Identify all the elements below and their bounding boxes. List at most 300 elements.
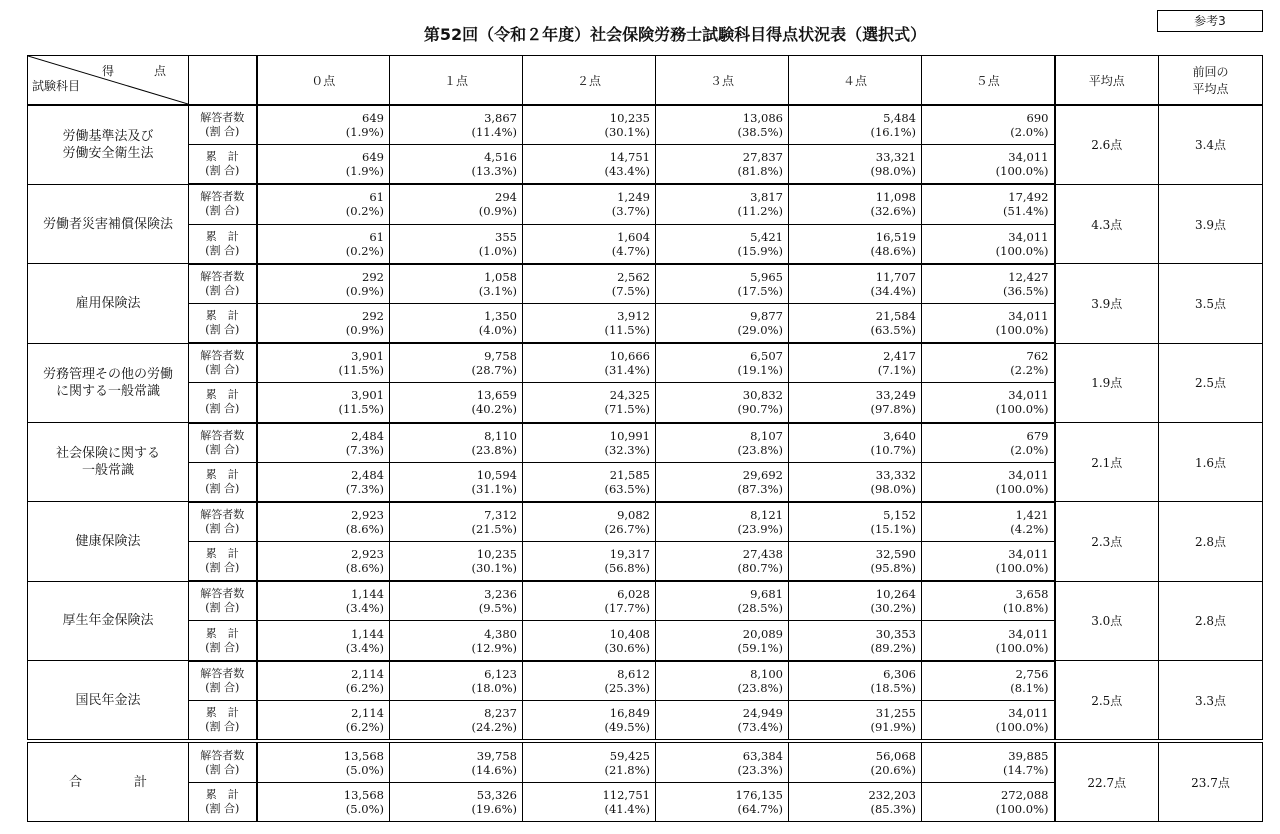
respondents-label-line1: 解答者数 <box>200 111 245 125</box>
cumulative-label-line1: 累 計 <box>205 787 239 801</box>
score-cell <box>656 782 789 821</box>
percent-value: (95.8%) <box>870 561 916 576</box>
header-average: 平均点 <box>1055 56 1159 106</box>
score-cell <box>789 105 922 145</box>
percent-value: (21.8%) <box>604 762 650 777</box>
header-score-1: １点 <box>390 56 523 106</box>
percent-value: (91.9%) <box>870 720 916 735</box>
count-value: 3,817 <box>750 190 783 205</box>
subject-group <box>28 264 1263 343</box>
respondents-row <box>28 581 1263 621</box>
score-cell <box>523 383 656 423</box>
score-cell <box>390 264 523 304</box>
percent-value: (51.4%) <box>1002 204 1049 219</box>
score-cell <box>523 343 656 383</box>
header-score-2: ２点 <box>523 56 656 106</box>
count-value: 10,264 <box>875 587 916 602</box>
count-value: 1,144 <box>351 587 384 602</box>
score-cell <box>390 581 523 621</box>
count-value: 4,516 <box>484 150 517 165</box>
score-cell <box>523 782 656 821</box>
count-value: 649 <box>362 150 384 165</box>
count-value: 8,100 <box>750 666 783 681</box>
subject-name-line: 労働者災害補償保険法 <box>42 216 173 232</box>
percent-value: (10.7%) <box>870 442 916 457</box>
percent-value: (23.3%) <box>737 762 783 777</box>
score-cell <box>523 741 656 782</box>
score-cell <box>523 264 656 304</box>
subject-name-line: 雇用保険法 <box>75 295 141 311</box>
cumulative-label-line2: (割 合) <box>205 323 240 337</box>
subject-name <box>28 423 189 502</box>
score-cell <box>656 105 789 145</box>
count-value: 1,604 <box>617 229 650 244</box>
percent-value: (2.2%) <box>1010 363 1049 378</box>
count-value: 39,885 <box>1008 748 1049 763</box>
count-value: 21,585 <box>609 467 650 482</box>
count-value: 34,011 <box>1008 150 1049 165</box>
percent-value: (43.4%) <box>604 164 650 179</box>
percent-value: (7.3%) <box>345 481 384 496</box>
count-value: 27,438 <box>742 547 783 562</box>
respondents-label-line2: (割 合) <box>205 363 240 377</box>
score-cell <box>523 462 656 502</box>
percent-value: (100.0%) <box>995 323 1049 338</box>
respondents-row <box>28 661 1263 701</box>
percent-value: (17.7%) <box>604 601 650 616</box>
count-value: 10,408 <box>609 626 650 641</box>
score-cell <box>922 423 1055 463</box>
respondents-label-line1: 解答者数 <box>200 190 245 204</box>
respondents-label-line2: (割 合) <box>205 601 240 615</box>
percent-value: (25.3%) <box>604 680 650 695</box>
percent-value: (4.7%) <box>611 243 650 258</box>
score-cell <box>390 303 523 343</box>
score-cell <box>656 303 789 343</box>
score-cell <box>257 264 390 304</box>
header-score-5: ５点 <box>922 56 1055 106</box>
count-value: 2,923 <box>351 507 384 522</box>
percent-value: (90.7%) <box>737 402 783 417</box>
percent-value: (11.5%) <box>338 402 384 417</box>
score-cell <box>922 184 1055 224</box>
header-score-0: ０点 <box>257 56 390 106</box>
count-value: 4,380 <box>484 626 517 641</box>
percent-value: (87.3%) <box>737 481 783 496</box>
score-cell <box>789 224 922 264</box>
respondents-label-cell <box>189 423 257 463</box>
respondents-label-cell <box>189 184 257 224</box>
respondents-row <box>28 502 1263 542</box>
average-score: 22.7点 <box>1055 741 1159 821</box>
respondents-label-line2: (割 合) <box>205 442 240 456</box>
percent-value: (100.0%) <box>995 402 1049 417</box>
score-cell <box>257 502 390 542</box>
count-value: 2,562 <box>617 269 650 284</box>
subject-group <box>28 105 1263 184</box>
previous-average: 3.5点 <box>1159 264 1263 343</box>
respondents-label-line1: 解答者数 <box>200 587 245 601</box>
subject-name-line: 国民年金法 <box>75 692 141 708</box>
count-value: 56,068 <box>875 748 916 763</box>
count-value: 272,088 <box>1000 787 1049 802</box>
percent-value: (21.5%) <box>471 521 517 536</box>
percent-value: (63.5%) <box>604 481 650 496</box>
subject-group <box>28 502 1263 581</box>
count-value: 1,249 <box>617 190 650 205</box>
previous-average: 23.7点 <box>1159 741 1263 821</box>
score-cell <box>523 581 656 621</box>
cumulative-label-cell <box>189 700 257 741</box>
subject-name <box>28 581 189 660</box>
score-cell <box>523 184 656 224</box>
score-cell <box>390 343 523 383</box>
percent-value: (73.4%) <box>737 720 783 735</box>
count-value: 5,421 <box>750 229 783 244</box>
reference-label: 参考3 <box>1157 10 1263 32</box>
percent-value: (36.5%) <box>1002 283 1049 298</box>
count-value: 34,011 <box>1008 706 1049 721</box>
score-cell <box>789 782 922 821</box>
count-value: 10,235 <box>609 111 650 126</box>
percent-value: (0.9%) <box>345 283 384 298</box>
score-cell <box>257 423 390 463</box>
previous-average: 2.5点 <box>1159 343 1263 422</box>
count-value: 232,203 <box>868 787 916 802</box>
score-cell <box>257 782 390 821</box>
percent-value: (81.8%) <box>737 164 783 179</box>
score-cell <box>656 145 789 185</box>
respondents-label-cell <box>189 343 257 383</box>
respondents-label-line1: 解答者数 <box>200 349 245 363</box>
score-cell <box>789 621 922 661</box>
percent-value: (0.9%) <box>345 323 384 338</box>
count-value: 59,425 <box>609 748 650 763</box>
score-cell <box>257 621 390 661</box>
subject-group <box>28 581 1263 660</box>
percent-value: (30.6%) <box>604 640 650 655</box>
score-cell <box>656 700 789 741</box>
percent-value: (14.7%) <box>1002 762 1049 777</box>
percent-value: (3.1%) <box>478 283 517 298</box>
count-value: 33,321 <box>875 150 916 165</box>
document-title: 第52回（令和２年度）社会保険労務士試験科目得点状況表（選択式） <box>423 25 927 44</box>
subject-group <box>28 343 1263 422</box>
respondents-label-cell <box>189 661 257 701</box>
count-value: 3,901 <box>351 349 384 364</box>
score-cell <box>656 343 789 383</box>
percent-value: (5.0%) <box>345 801 384 816</box>
percent-value: (48.6%) <box>870 243 916 258</box>
percent-value: (64.7%) <box>737 801 783 816</box>
count-value: 8,612 <box>617 666 650 681</box>
percent-value: (85.3%) <box>870 801 916 816</box>
count-value: 679 <box>1026 428 1049 443</box>
score-cell <box>789 343 922 383</box>
subject-name <box>28 343 189 422</box>
count-value: 13,568 <box>343 787 384 802</box>
percent-value: (0.2%) <box>345 204 384 219</box>
percent-value: (100.0%) <box>995 640 1049 655</box>
previous-average: 2.8点 <box>1159 502 1263 581</box>
percent-value: (41.4%) <box>604 801 650 816</box>
score-cell <box>390 502 523 542</box>
count-value: 649 <box>362 111 384 126</box>
respondents-row <box>28 105 1263 145</box>
score-cell <box>523 661 656 701</box>
percent-value: (98.0%) <box>870 164 916 179</box>
header-score-3: ３点 <box>656 56 789 106</box>
cumulative-label-cell <box>189 303 257 343</box>
count-value: 8,107 <box>750 428 783 443</box>
cumulative-label-line2: (割 合) <box>205 481 240 495</box>
percent-value: (34.4%) <box>870 283 916 298</box>
count-value: 355 <box>495 229 517 244</box>
count-value: 11,707 <box>875 269 916 284</box>
score-cell <box>523 700 656 741</box>
score-cell <box>789 145 922 185</box>
count-value: 13,659 <box>476 388 517 403</box>
percent-value: (1.9%) <box>345 125 384 140</box>
count-value: 2,923 <box>351 547 384 562</box>
count-value: 19,317 <box>609 547 650 562</box>
percent-value: (15.1%) <box>870 521 916 536</box>
score-cell <box>789 184 922 224</box>
previous-average: 2.8点 <box>1159 581 1263 660</box>
score-cell <box>390 224 523 264</box>
score-cell <box>922 145 1055 185</box>
respondents-label-cell <box>189 581 257 621</box>
percent-value: (98.0%) <box>870 481 916 496</box>
count-value: 16,519 <box>875 229 916 244</box>
cumulative-label-cell <box>189 782 257 821</box>
respondents-label-cell <box>189 105 257 145</box>
score-cell <box>390 741 523 782</box>
respondents-label-line2: (割 合) <box>205 762 240 776</box>
score-cell <box>922 343 1055 383</box>
score-cell <box>257 542 390 582</box>
count-value: 3,640 <box>883 428 916 443</box>
header-previous-average <box>1159 56 1263 106</box>
cumulative-label-cell <box>189 542 257 582</box>
count-value: 29,692 <box>742 467 783 482</box>
percent-value: (3.7%) <box>611 204 650 219</box>
percent-value: (23.8%) <box>737 442 783 457</box>
count-value: 34,011 <box>1008 467 1049 482</box>
score-cell <box>257 303 390 343</box>
percent-value: (71.5%) <box>604 402 650 417</box>
cumulative-label-line1: 累 計 <box>205 150 239 164</box>
count-value: 2,417 <box>883 349 916 364</box>
cumulative-label-cell <box>189 224 257 264</box>
respondents-label-line1: 解答者数 <box>200 428 245 442</box>
count-value: 10,666 <box>609 349 650 364</box>
count-value: 2,484 <box>351 428 384 443</box>
subject-name-line: 厚生年金保険法 <box>62 613 154 629</box>
cumulative-label-line2: (割 合) <box>205 243 240 257</box>
score-cell <box>656 542 789 582</box>
count-value: 10,991 <box>609 428 650 443</box>
count-value: 5,965 <box>750 269 783 284</box>
percent-value: (19.6%) <box>471 801 517 816</box>
percent-value: (6.2%) <box>345 720 384 735</box>
respondents-label-line2: (割 合) <box>205 204 240 218</box>
count-value: 1,144 <box>351 626 384 641</box>
respondents-label-line2: (割 合) <box>205 125 240 139</box>
count-value: 3,236 <box>484 587 517 602</box>
subject-name-line: 労働基準法及び <box>62 128 154 144</box>
percent-value: (97.8%) <box>870 402 916 417</box>
score-cell <box>656 224 789 264</box>
respondents-label-line2: (割 合) <box>205 521 240 535</box>
score-cell <box>523 502 656 542</box>
score-cell <box>789 700 922 741</box>
count-value: 21,584 <box>875 309 916 324</box>
score-cell <box>523 145 656 185</box>
subject-name-line: 労働安全衛生法 <box>62 145 154 161</box>
count-value: 12,427 <box>1008 269 1049 284</box>
respondents-label-cell <box>189 741 257 782</box>
count-value: 294 <box>495 190 517 205</box>
subject-name <box>28 105 189 184</box>
score-table <box>27 55 1263 822</box>
percent-value: (28.5%) <box>737 601 783 616</box>
score-cell <box>922 741 1055 782</box>
score-cell <box>656 661 789 701</box>
percent-value: (13.3%) <box>471 164 517 179</box>
count-value: 63,384 <box>742 748 783 763</box>
score-cell <box>257 383 390 423</box>
count-value: 112,751 <box>602 787 650 802</box>
score-cell <box>257 581 390 621</box>
count-value: 176,135 <box>735 787 783 802</box>
count-value: 10,235 <box>476 547 517 562</box>
average-score: 1.9点 <box>1055 343 1159 422</box>
percent-value: (56.8%) <box>604 561 650 576</box>
subject-name-line: 労務管理その他の労働 <box>42 366 173 382</box>
percent-value: (23.8%) <box>471 442 517 457</box>
percent-value: (20.6%) <box>870 762 916 777</box>
score-cell <box>656 383 789 423</box>
percent-value: (8.6%) <box>345 561 384 576</box>
score-cell <box>656 581 789 621</box>
score-cell <box>390 105 523 145</box>
score-cell <box>390 782 523 821</box>
count-value: 8,110 <box>484 428 517 443</box>
score-cell <box>390 184 523 224</box>
respondents-label-line1: 解答者数 <box>200 666 245 680</box>
score-cell <box>523 423 656 463</box>
score-cell <box>922 502 1055 542</box>
percent-value: (89.2%) <box>870 640 916 655</box>
percent-value: (26.7%) <box>604 521 650 536</box>
percent-value: (38.5%) <box>737 125 783 140</box>
percent-value: (2.0%) <box>1010 442 1049 457</box>
average-score: 2.5点 <box>1055 661 1159 742</box>
percent-value: (3.4%) <box>345 640 384 655</box>
percent-value: (100.0%) <box>995 720 1049 735</box>
percent-value: (63.5%) <box>870 323 916 338</box>
score-cell <box>390 700 523 741</box>
score-cell <box>922 542 1055 582</box>
percent-value: (5.0%) <box>345 762 384 777</box>
score-cell <box>656 264 789 304</box>
count-value: 292 <box>362 309 384 324</box>
cumulative-label-line2: (割 合) <box>205 640 240 654</box>
percent-value: (18.5%) <box>870 680 916 695</box>
percent-value: (1.9%) <box>345 164 384 179</box>
percent-value: (0.9%) <box>478 204 517 219</box>
percent-value: (4.0%) <box>478 323 517 338</box>
score-cell <box>922 105 1055 145</box>
score-cell <box>789 542 922 582</box>
count-value: 61 <box>369 229 384 244</box>
total-group <box>28 741 1263 821</box>
percent-value: (32.6%) <box>870 204 916 219</box>
score-cell <box>257 105 390 145</box>
score-cell <box>523 224 656 264</box>
subject-group <box>28 661 1263 742</box>
count-value: 27,837 <box>742 150 783 165</box>
score-cell <box>789 581 922 621</box>
percent-value: (30.1%) <box>471 561 517 576</box>
count-value: 34,011 <box>1008 626 1049 641</box>
average-score: 3.0点 <box>1055 581 1159 660</box>
respondents-row <box>28 741 1263 782</box>
respondents-label-line1: 解答者数 <box>200 507 245 521</box>
score-cell <box>789 661 922 701</box>
count-value: 9,681 <box>750 587 783 602</box>
previous-average: 3.3点 <box>1159 661 1263 742</box>
score-cell <box>789 423 922 463</box>
percent-value: (32.3%) <box>604 442 650 457</box>
count-value: 2,484 <box>351 467 384 482</box>
percent-value: (8.1%) <box>1010 680 1049 695</box>
cumulative-label-cell <box>189 462 257 502</box>
cumulative-label-line1: 累 計 <box>205 467 239 481</box>
score-cell <box>656 184 789 224</box>
score-cell <box>257 462 390 502</box>
percent-value: (10.8%) <box>1002 601 1049 616</box>
percent-value: (80.7%) <box>737 561 783 576</box>
percent-value: (11.4%) <box>471 125 517 140</box>
percent-value: (0.2%) <box>345 243 384 258</box>
respondents-label-line2: (割 合) <box>205 283 240 297</box>
cumulative-label-line2: (割 合) <box>205 561 240 575</box>
cumulative-label-cell <box>189 383 257 423</box>
score-cell <box>257 343 390 383</box>
count-value: 9,758 <box>484 349 517 364</box>
percent-value: (100.0%) <box>995 481 1049 496</box>
count-value: 61 <box>369 190 384 205</box>
cumulative-label-line2: (割 合) <box>205 801 240 815</box>
percent-value: (49.5%) <box>604 720 650 735</box>
count-value: 8,237 <box>484 706 517 721</box>
percent-value: (1.0%) <box>478 243 517 258</box>
count-value: 762 <box>1026 349 1049 364</box>
cumulative-label-line2: (割 合) <box>205 402 240 416</box>
respondents-label-line2: (割 合) <box>205 680 240 694</box>
percent-value: (17.5%) <box>737 283 783 298</box>
percent-value: (3.4%) <box>345 601 384 616</box>
score-cell <box>523 542 656 582</box>
percent-value: (24.2%) <box>471 720 517 735</box>
percent-value: (23.9%) <box>737 521 783 536</box>
count-value: 13,568 <box>343 748 384 763</box>
count-value: 6,123 <box>484 666 517 681</box>
count-value: 6,028 <box>617 587 650 602</box>
subject-name-line: 健康保険法 <box>75 534 141 550</box>
